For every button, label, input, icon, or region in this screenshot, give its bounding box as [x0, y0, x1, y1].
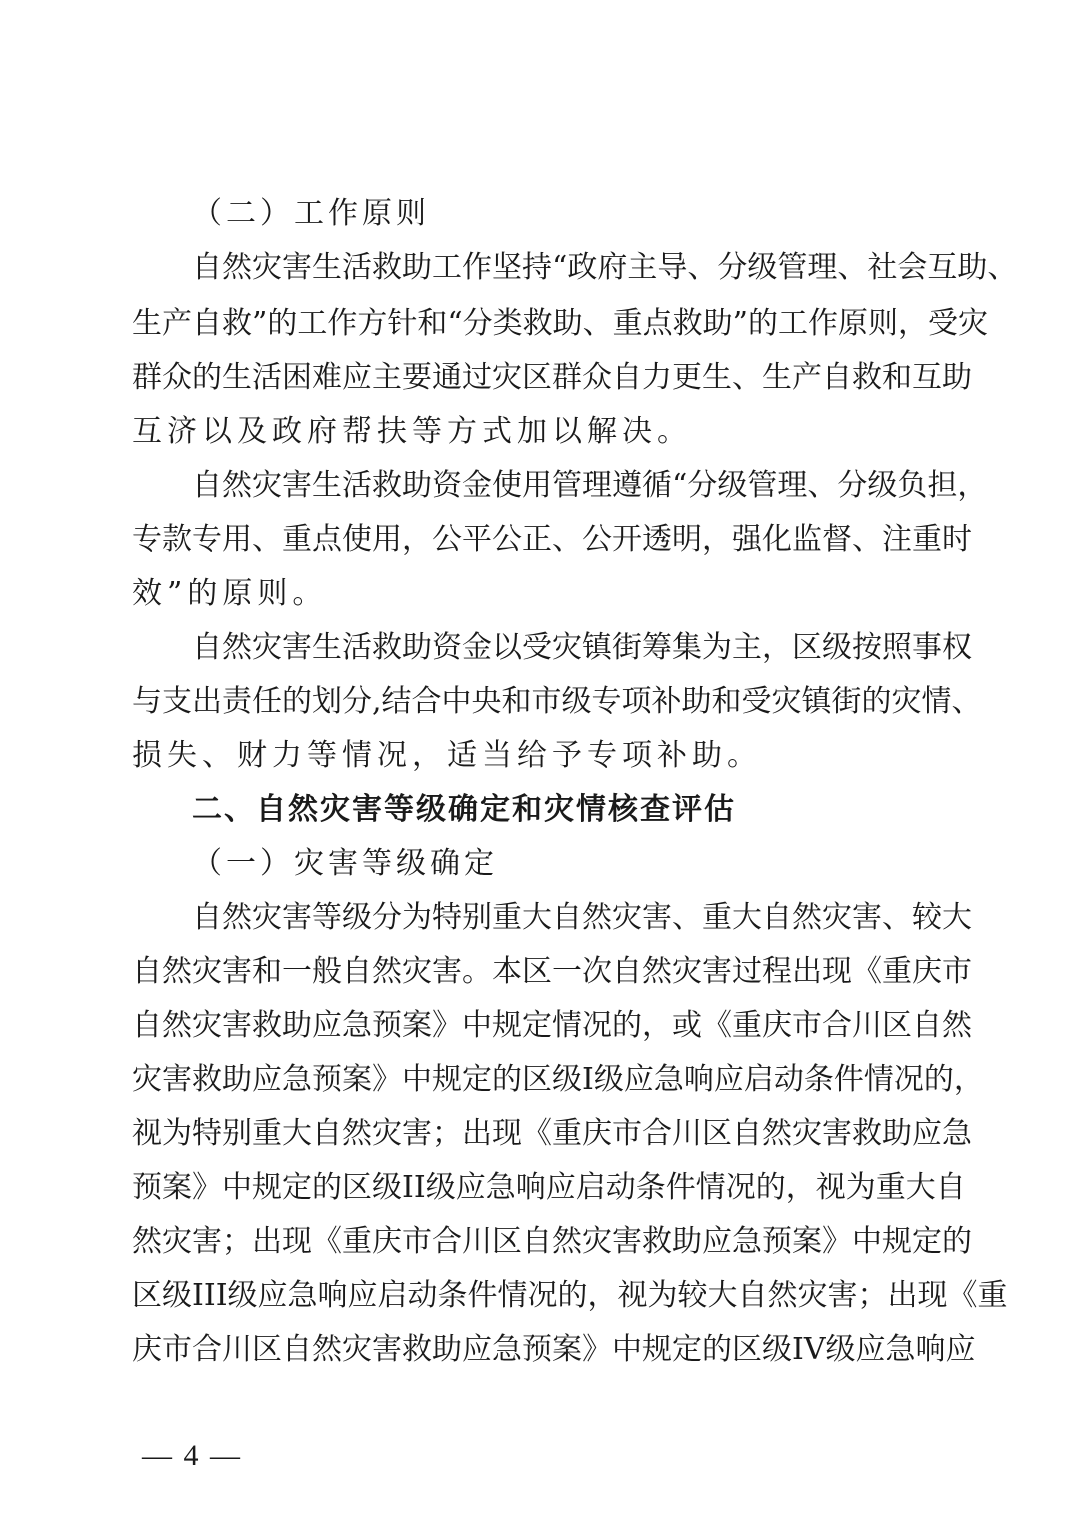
body-text-line: 生产自救”的工作方针和“分类救助、重点救助”的工作原则，受灾: [132, 306, 989, 341]
body-text-line: 自然灾害生活救助工作坚持“政府主导、分级管理、社会互助、: [192, 250, 1018, 285]
body-text-line: 灾害救助应急预案》中规定的区级I级应急响应启动条件情况的，: [132, 1062, 984, 1097]
body-text-line: 然灾害；出现《重庆市合川区自然灾害救助应急预案》中规定的: [132, 1224, 972, 1259]
body-text-line: 自然灾害和一般自然灾害。本区一次自然灾害过程出现《重庆市: [132, 954, 972, 989]
body-text-line: 群众的生活困难应主要通过灾区群众自力更生、生产自救和互助: [132, 360, 972, 395]
body-text-line: 视为特别重大自然灾害；出现《重庆市合川区自然灾害救助应急: [132, 1116, 972, 1151]
body-text-line: 自然灾害生活救助资金使用管理遵循“分级管理、分级负担，: [192, 468, 988, 503]
body-text-line: 自然灾害救助应急预案》中规定情况的，或《重庆市合川区自然: [132, 1008, 972, 1043]
body-text-line: 区级III级应急响应启动条件情况的，视为较大自然灾害；出现《重: [132, 1278, 1008, 1313]
chapter-heading: 二、自然灾害等级确定和灾情核查评估: [192, 792, 736, 827]
body-text-line: 专款专用、重点使用，公平公正、公开透明，强化监督、注重时: [132, 522, 972, 557]
body-text-line: 庆市合川区自然灾害救助应急预案》中规定的区级IV级应急响应: [132, 1332, 976, 1367]
body-text-line: 自然灾害生活救助资金以受灾镇街筹集为主，区级按照事权: [192, 630, 972, 665]
body-text-line: 预案》中规定的区级II级应急响应启动条件情况的，视为重大自: [132, 1170, 966, 1205]
body-text-line: 损失、财力等情况，适当给予专项补助。: [132, 738, 762, 773]
body-text-line: 效”的原则。: [132, 576, 328, 611]
body-text-line: 与支出责任的划分,结合中央和市级专项补助和受灾镇街的灾情、: [132, 684, 982, 719]
page-number: — 4 —: [142, 1439, 242, 1472]
body-text-line: 自然灾害等级分为特别重大自然灾害、重大自然灾害、较大: [192, 900, 972, 935]
body-text-line: 互济以及政府帮扶等方式加以解决。: [132, 414, 692, 449]
section-heading-work-principles: （二）工作原则: [192, 196, 430, 231]
section-heading-disaster-level: （一）灾害等级确定: [192, 846, 498, 881]
